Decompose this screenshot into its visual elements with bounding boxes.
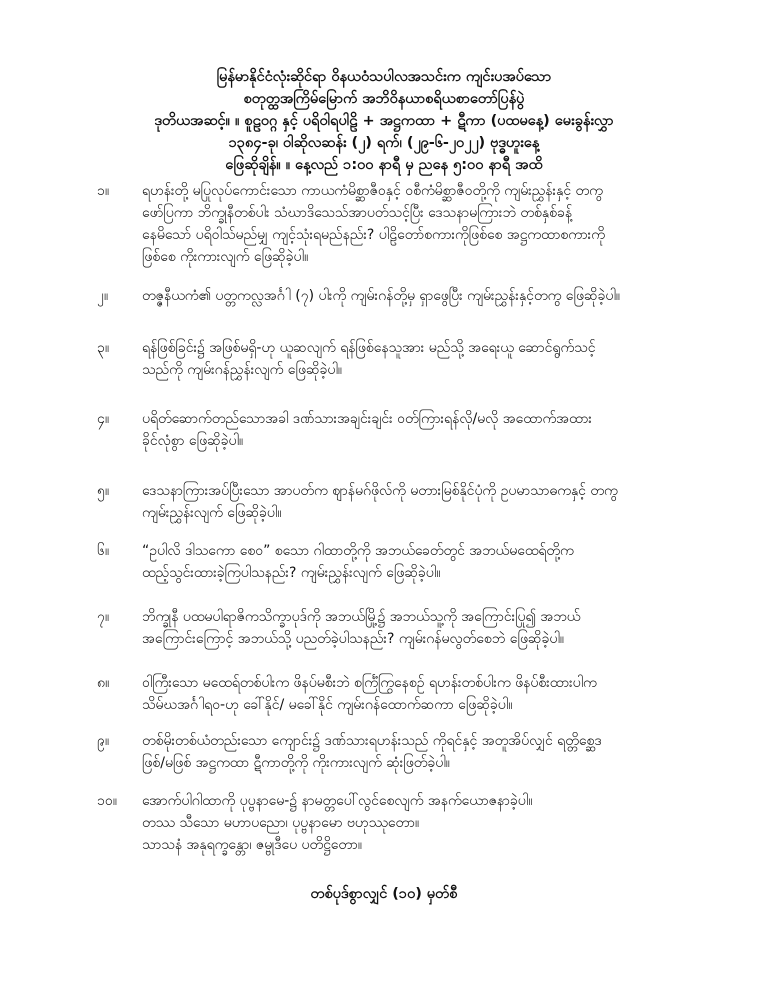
question-text [142,337,672,381]
question-number: ၂။ [97,288,109,304]
question-number: ၅။ [97,483,110,499]
question-line: ဖြစ်/မဖြစ် အဋ္ဌကထာ ဋီကာတို့ကို ကိုးကားလျက် ဆုံးဖြတ်ခဲ့ပါ။ [142,755,450,771]
question-text [142,730,672,774]
question-line: “ဥပါလိ ဒါသကော စေဝ” စသော ဂါထာတို့ကို အဘယ်ခေတ်တွင် အဘယ်မထေရ်တို့က [142,543,574,559]
question-text [142,408,672,452]
question-number: ၄။ [97,411,110,427]
question-text [142,672,672,716]
question-line: ရန်ဖြစ်ခြင်း၌ အဖြစ်မရှိ-ဟု ယူဆလျက် ရန်ဖြစ်နေသူအား မည်သို့ အရေးယူ ဆောင်ရွက်သင့် [142,340,596,356]
verse-line: တဿ သီသော မဟာပညော၊ ပုပ္ဗနာမော ဗဟုဿုတော။ [142,815,420,831]
exam-header [0,66,768,176]
header-line-time: ဖြေဆိုချိန်။ ။ နေ့လည် ၁:၀၀ နာရီ မှ ညနေ ၅:၀၀ နာရီ အထိ [225,157,543,173]
question-number: ၃။ [97,340,110,356]
question-line: အကြောင်းကြောင့် အဘယ်သို့ ပညတ်ခဲ့ပါသနည်း? ကျမ်းဂန်မလွတ်စေဘဲ ဖြေဆိုခဲ့ပါ။ [142,631,564,647]
question-text [142,180,672,268]
question-number: ၁၀။ [97,793,117,809]
question-line: အောက်ပါဂါထာကို ပုပ္ဗနာမေ-၌ နာမတ္တပေါ်လွင်စေလျက် အနက်ယောဇနာခဲ့ပါ။ [142,793,533,809]
verse-line: သာသနံ အနုရက္ခန္တော၊ ဇမ္ဗုဒီပေ ပတိဋ္ဌိတော။ [142,837,362,853]
question-number: ၇။ [97,609,110,625]
question-number: ၉။ [97,733,110,749]
header-line-subject: ဒုတိယအဆင့်။ ။ စူဠဝဂ္ဂ နှင့် ပရိဝါရပါဠိ + အဋ္ဌကထာ + ဋီကာ (ပထမနေ့) မေးခွန်းလွှာ [154,113,614,129]
question-line: တစ်မိုးတစ်ယံတည်းသော ကျောင်း၌ ဒဏ်သားရဟန်းသည် ကိုရင်နှင့် အတူအိပ်လျှင် ရတ္တိစ္ဆေဒ [142,733,602,749]
header-line-organizer: မြန်မာနိုင်ငံလုံးဆိုင်ရာ ဝိနယဝံသပါလအသင်းက ကျင်းပအပ်သော [216,69,552,85]
question-line: ဒေသနာကြားအပ်ပြီးသော အာပတ်က ဈာန်မဂ်ဖိုလ်ကို မတားမြစ်နိုင်ပုံကို ဥပမာသာဓကနှင့် တကွ [142,483,618,499]
question-line: ဝါကြီးသော မထေရ်တစ်ပါးက ဖိနပ်မစီးဘဲ စင်္ကြံကြွနေစဉ် ရဟန်းတစ်ပါးက ဖိနပ်စီးထားပါက [142,675,597,691]
question-line: ပရိတ်ဆောက်တည်သောအခါ ဒဏ်သားအချင်းချင်း ဝတ်ကြားရန်လို/မလို အထောက်အထား [142,411,592,427]
question-line: သည်ကို ကျမ်းဂန်ညွှန်းလျက် ဖြေဆိုခဲ့ပါ။ [142,362,343,378]
question-number: ၆။ [97,543,110,559]
question-line: ခိုင်လုံစွာ ဖြေဆိုခဲ့ပါ။ [142,433,244,449]
header-line-event: စတုတ္ထအကြိမ်မြောက် အဘိဝိနယာစရိယစာတော်ပြန်ပွဲ [243,91,525,107]
question-line: နေမိသော် ပရိဝါသ်မည်မျှ ကျင့်သုံးရမည်နည်း? ပါဠိတော်စကားကိုဖြစ်စေ အဋ္ဌကထာစကားကို [142,227,605,243]
question-text [142,790,672,856]
question-line: ဖော်ပြကာ ဘိက္ခုနီတစ်ပါး သံဃာဒိသေသ်အာပတ်သင့်ပြီး ဒေသနာမကြားဘဲ တစ်နှစ်ခန့် [142,205,573,221]
question-line: ဖြစ်စေ ကိုးကားလျက် ဖြေဆိုခဲ့ပါ။ [142,249,309,265]
question-line: တဇ္ဇနီယကံ၏ ပတ္တကလ္လအင်္ဂါ (၇) ပါးကို ကျမ်းဂန်တို့မှ ရှာဖွေပြီး ကျမ်းညွှန်းနှင့်တကွ ဖြေဆိုခဲ့ပါ။ [142,288,621,304]
question-line: ထည့်သွင်းထားခဲ့ကြပါသနည်း? ကျမ်းညွှန်းလျက် ဖြေဆိုခဲ့ပါ။ [142,565,441,581]
question-line: သိမ်ဃအင်္ဂါရဝ-ဟု ခေါ်နိုင်/ မခေါ်နိုင် ကျမ်းဂန်ထောက်ဆကာ ဖြေဆိုခဲ့ပါ။ [142,697,513,713]
question-text [142,480,672,524]
question-line: ရဟန်းတို့ မပြုလုပ်ကောင်းသော ကာယကံမိစ္ဆာဇီဝနှင့် ဝစီကံမိစ္ဆာဇီဝတို့ကို ကျမ်းညွှန်းနှင့် တကွ [142,183,603,199]
question-text [142,606,672,650]
question-line: ကျမ်းညွှန်းလျက် ဖြေဆိုခဲ့ပါ။ [142,505,282,521]
question-line: ဘိက္ခုနီ ပထမပါရာဇိကသိက္ခာပုဒ်ကို အဘယ်မြို့၌ အဘယ်သူ့ကို အကြောင်းပြု၍ အဘယ် [142,609,581,625]
marks-note: တစ်ပုဒ်စွာလျှင် (၁၀) မှတ်စီ [310,886,458,902]
header-line-date: ၁၃၈၄-ခု၊ ဝါဆိုလဆန်း (၂) ရက်၊ (၂၉-၆-၂၀၂၂) ဗုဒ္ဓဟူးနေ့ [228,135,540,151]
question-text [142,285,672,307]
question-number: ၁။ [97,183,110,199]
question-text [142,540,672,584]
question-number: ၈။ [97,675,110,691]
